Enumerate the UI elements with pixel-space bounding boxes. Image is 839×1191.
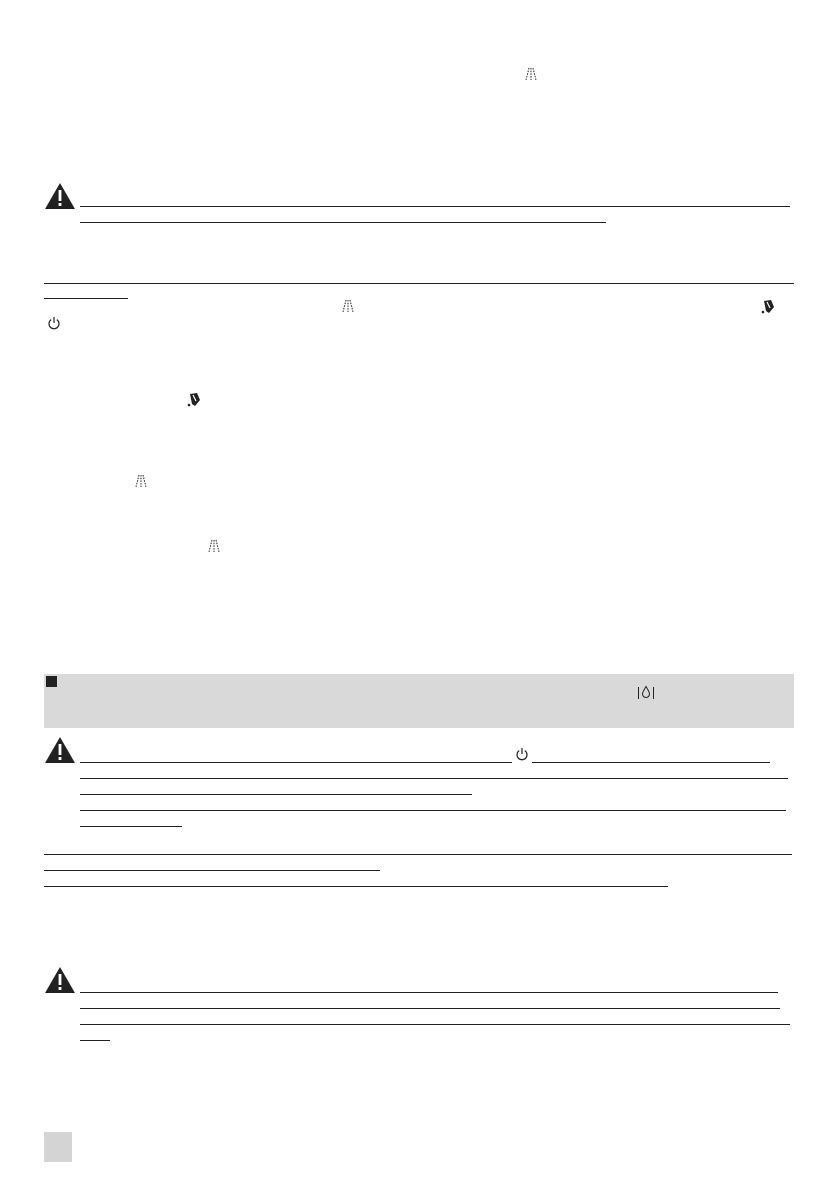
text-rule — [80, 1040, 110, 1041]
text-rule — [80, 826, 182, 827]
water-drop-icon — [637, 685, 655, 701]
section-bullet — [46, 676, 57, 687]
spray-icon — [134, 474, 148, 488]
section-divider — [44, 283, 794, 284]
text-rule — [44, 886, 668, 887]
text-rule — [532, 762, 770, 763]
warning-triangle-icon — [44, 182, 76, 210]
text-rule — [44, 870, 380, 871]
spray-icon — [341, 299, 355, 313]
section-header-bar — [44, 674, 794, 728]
text-rule — [80, 794, 472, 795]
power-icon — [515, 747, 529, 761]
power-icon — [47, 316, 61, 330]
warning-triangle-icon — [44, 736, 76, 764]
text-rule — [80, 1008, 780, 1009]
cleaning-brush-icon — [760, 299, 776, 315]
text-rule — [80, 762, 512, 763]
text-rule — [80, 222, 606, 223]
text-rule — [80, 1024, 790, 1025]
text-rule — [80, 778, 788, 779]
text-rule — [44, 854, 792, 855]
section-heading-underline — [44, 298, 128, 299]
text-rule — [80, 810, 786, 811]
warning-triangle-icon — [44, 966, 76, 994]
page-number-tab — [44, 1132, 72, 1162]
text-rule — [80, 992, 778, 993]
cleaning-brush-icon — [186, 392, 202, 408]
spray-icon — [524, 67, 538, 81]
spray-icon — [207, 539, 221, 553]
text-rule — [80, 206, 790, 207]
